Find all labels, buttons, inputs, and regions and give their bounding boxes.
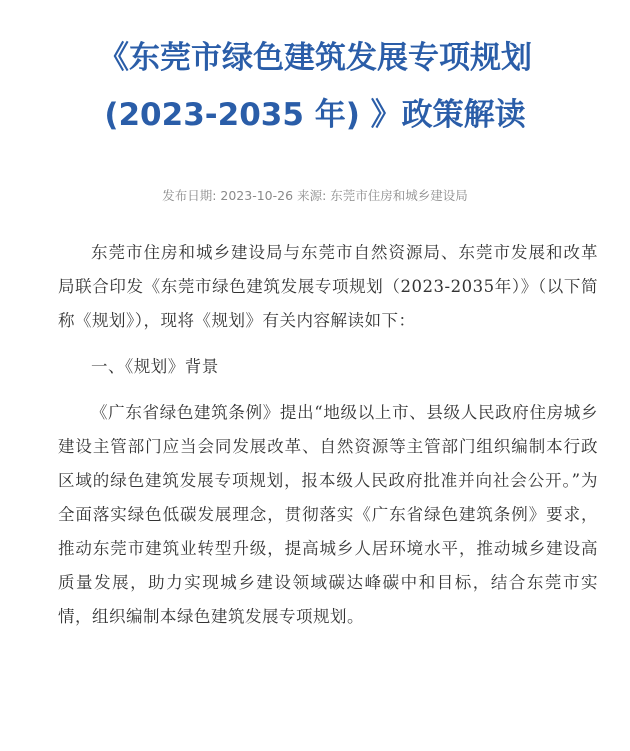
section-heading-background: 一、《规划》背景 [91, 357, 219, 376]
article-body [58, 236, 598, 634]
publish-date: 2023-10-26 [220, 188, 294, 203]
publish-date-label: 发布日期: [162, 188, 217, 203]
source-name: 东莞市住房和城乡建设局 [330, 188, 468, 203]
source-label: 来源: [297, 188, 327, 203]
article-title-line-2: (2023-2035 年) 》政策解读 [104, 97, 526, 133]
intro-paragraph: 东莞市住房和城乡建设局与东莞市自然资源局、东莞市发展和改革局联合印发《东莞市绿色建筑发展专项规划（2023-2035年）》（以下简称《规划》），现将《规划》有关内容解读如下： [58, 243, 598, 330]
article-title [0, 38, 630, 135]
article-title-line-1: 《东莞市绿色建筑发展专项规划 [98, 40, 532, 76]
article-meta [0, 186, 630, 204]
background-paragraph: 《广东省绿色建筑条例》提出“地级以上市、县级人民政府住房城乡建设主管部门应当会同发展改革、自然资源等主管部门组织编制本行政区域的绿色建筑发展专项规划，报本级人民政府批准并向社会公开。”为全面落实绿色低碳发展理念，贯彻落实《广东省绿色建筑条例》要求，推动东莞市建筑业转型升级，提高城乡人居环境水平，推动城乡建设高质量发展，助力实现城乡建设领域碳达峰碳中和目标，结合东莞市实情，组织编制本绿色建筑发展专项规划。 [58, 403, 598, 626]
